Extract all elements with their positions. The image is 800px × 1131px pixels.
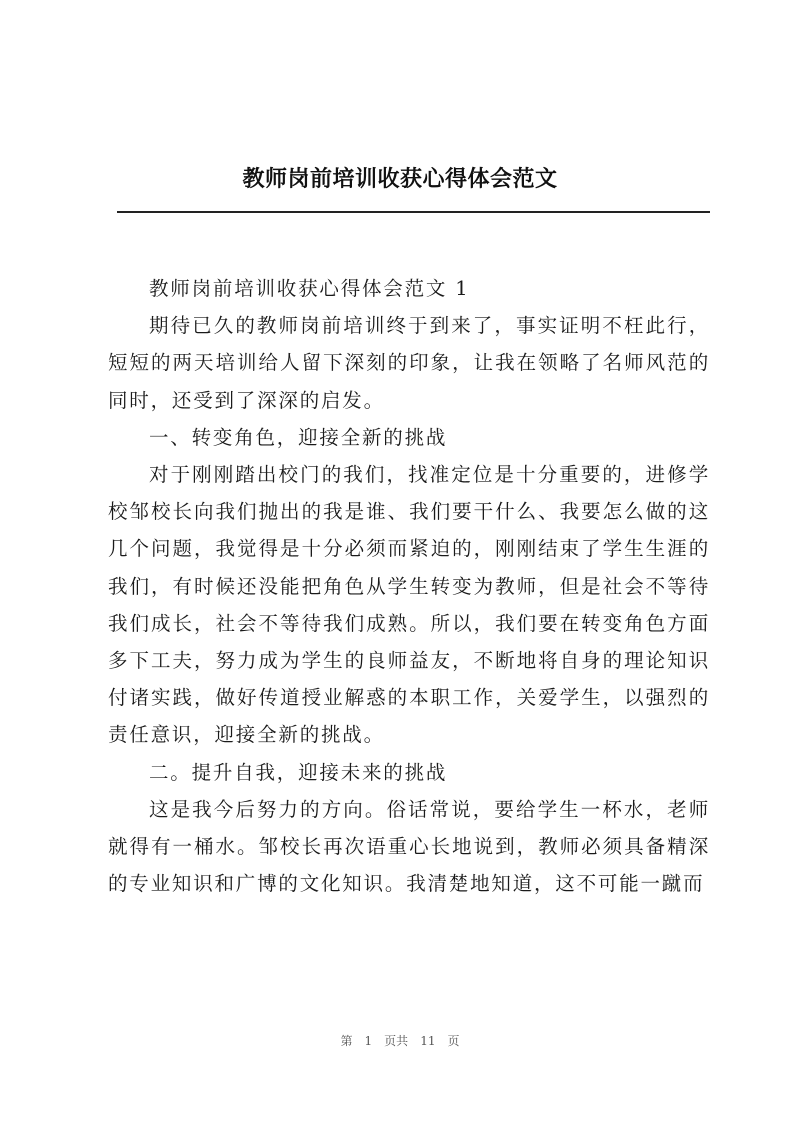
body-paragraph: 这是我今后努力的方向。俗话常说，要给学生一杯水，老师就得有一桶水。邹校长再次语重心长地说到，教师必须具备精深的专业知识和广博的文化知识。我清楚地知道，这不可能一蹴而	[108, 797, 710, 896]
page-footer	[0, 1032, 800, 1049]
section-heading-1: 教师岗前培训收获心得体会范文 1	[149, 277, 470, 300]
footer-prefix: 第	[340, 1034, 353, 1048]
document-title: 教师岗前培训收获心得体会范文	[242, 166, 558, 192]
body-paragraph: 对于刚刚踏出校门的我们，找准定位是十分重要的，进修学校邹校长向我们抛出的我是谁、我们要干什么、我要怎么做的这几个问题，我觉得是十分必须而紧迫的，刚刚结束了学生生涯的我们，有时候还没能把角色从学生转变为教师，但是社会不等待我们成长，社会不等待我们成熟。所以，我们要在转变角色方面多下工夫，努力成为学生的良师益友，不断地将自身的理论知识付诸实践，做好传道授业解惑的本职工作，关爱学生，以强烈的责任意识，迎接全新的挑战。	[108, 463, 710, 747]
subheading-improve-self: 二。提升自我，迎接未来的挑战	[149, 760, 448, 784]
subheading-change-role: 一、转变角色，迎接全新的挑战	[149, 425, 448, 449]
body-paragraph: 期待已久的教师岗前培训终于到来了，事实证明不枉此行，短短的两天培训给人留下深刻的印象，让我在领略了名师风范的同时，还受到了深深的启发。	[108, 314, 710, 412]
footer-current-page: 1	[364, 1034, 373, 1048]
footer-mid: 页共	[384, 1034, 409, 1048]
title-underline-rule	[117, 211, 710, 213]
footer-total-pages: 11	[420, 1034, 436, 1048]
document-body	[108, 270, 710, 902]
footer-suffix: 页	[447, 1034, 460, 1048]
